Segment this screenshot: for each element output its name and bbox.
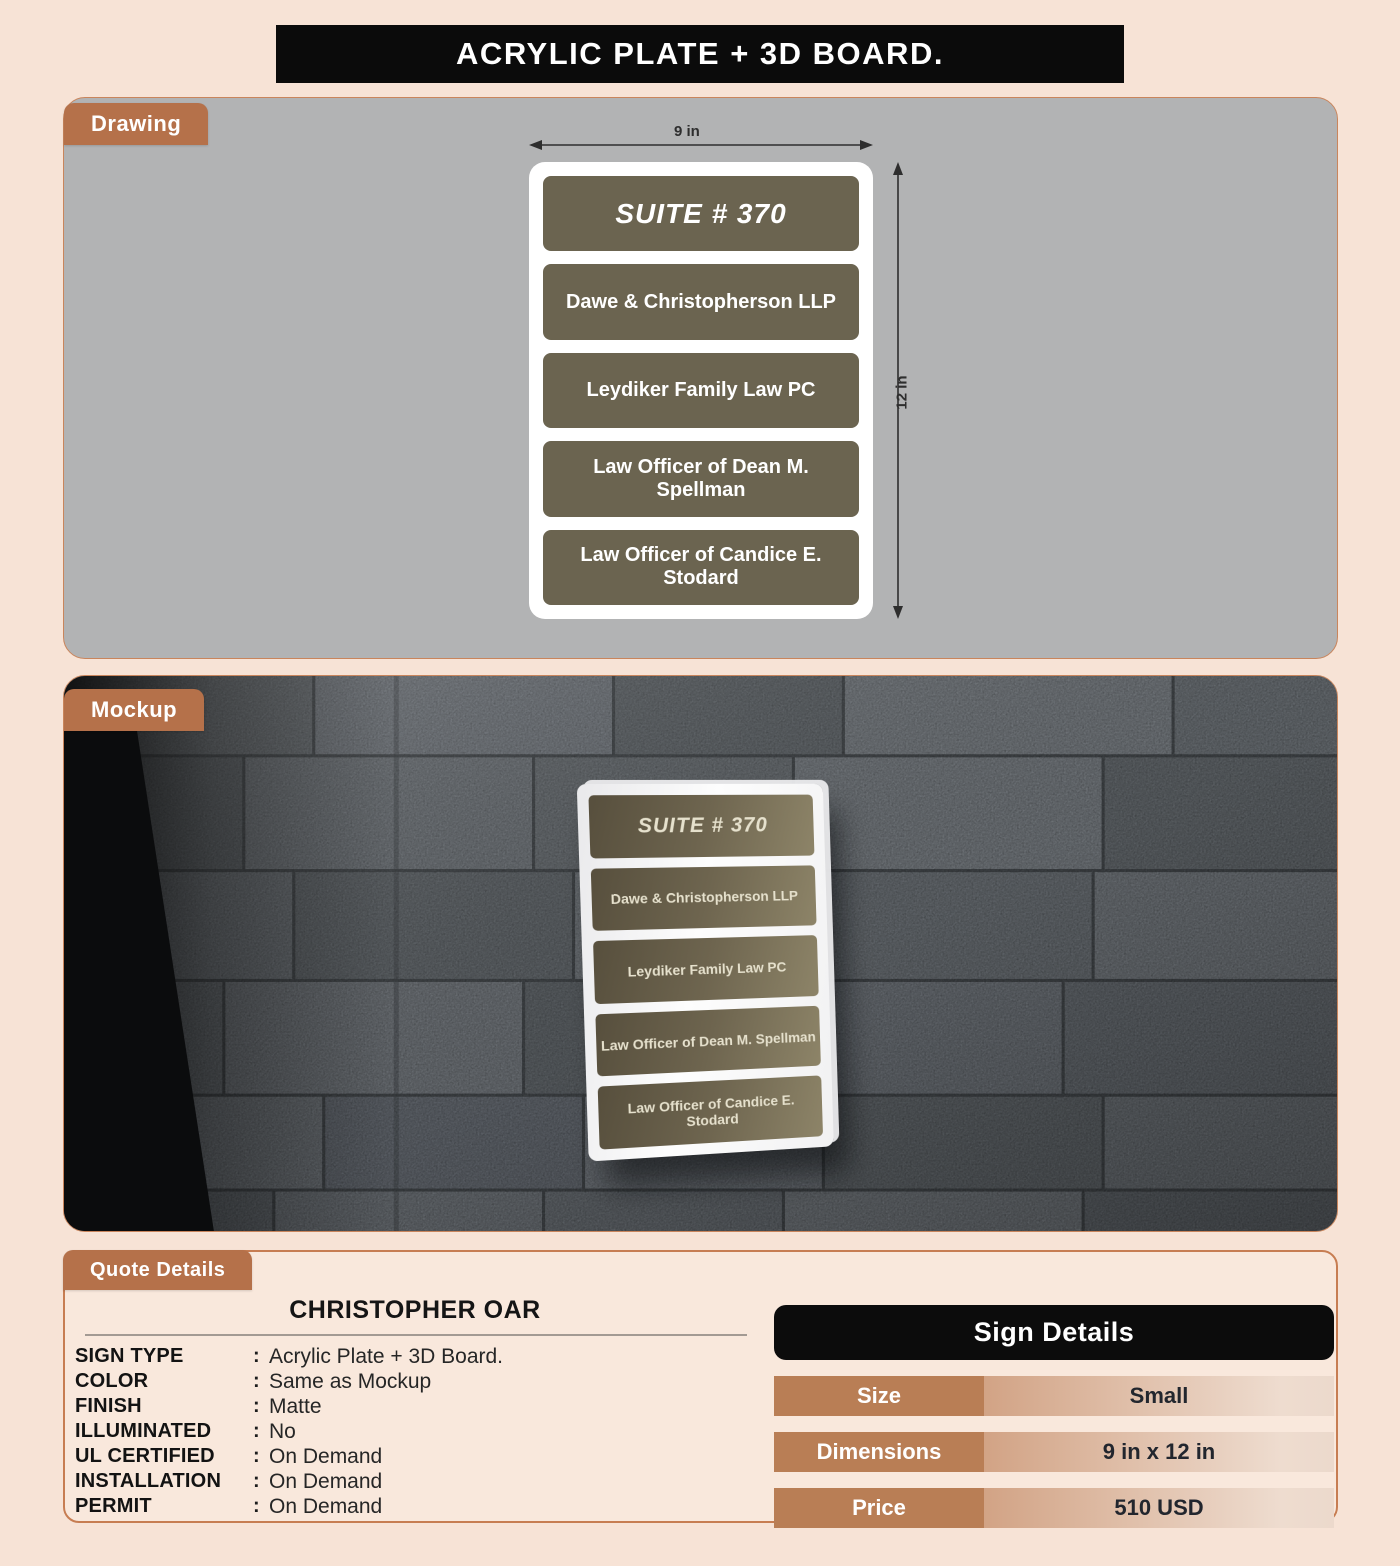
field-value: Matte: [269, 1394, 322, 1418]
quote-summary: [65, 1290, 765, 1519]
sign-plate-tenant-2: Leydiker Family Law PC: [543, 353, 859, 428]
field-colon: :: [253, 1370, 260, 1392]
field-value: No: [269, 1419, 296, 1443]
field-value: On Demand: [269, 1444, 383, 1468]
quote-row-sign-type: [75, 1344, 765, 1369]
field-label: FINISH: [75, 1395, 142, 1417]
title-divider: [85, 1334, 747, 1336]
drawing-panel: [63, 97, 1338, 659]
height-dimension-label: 12 in: [893, 375, 911, 410]
sign-plate-tenant-1: Dawe & Christopherson LLP: [543, 264, 859, 339]
quote-row-illuminated: [75, 1419, 765, 1444]
quote-row-ul-certified: [75, 1444, 765, 1469]
mockup-panel: [63, 675, 1338, 1232]
page-title: ACRYLIC PLATE + 3D BOARD.: [456, 36, 944, 71]
row-value: 510 USD: [984, 1488, 1334, 1528]
sign-details-row-dimensions: [774, 1432, 1334, 1472]
quote-details-panel: [63, 1250, 1338, 1523]
field-colon: :: [253, 1345, 260, 1367]
quote-row-permit: [75, 1494, 765, 1519]
mock-plate-tenant-4: Law Officer of Candice E. Stodard: [598, 1076, 823, 1150]
mock-plate-tenant-1: Dawe & Christopherson LLP: [591, 865, 817, 931]
width-dimension-label: 9 in: [674, 123, 700, 140]
drawing-section-tab: [64, 103, 208, 145]
field-value: On Demand: [269, 1469, 383, 1493]
field-colon: :: [253, 1395, 260, 1417]
quote-row-finish: [75, 1394, 765, 1419]
quote-row-color: [75, 1369, 765, 1394]
mockup-section-tab: [64, 689, 204, 731]
sign-plate-tenant-4: Law Officer of Candice E. Stodard: [543, 530, 859, 605]
field-label: PERMIT: [75, 1495, 152, 1517]
quote-field-list: [65, 1344, 765, 1519]
field-label: SIGN TYPE: [75, 1345, 184, 1367]
field-label: UL CERTIFIED: [75, 1445, 215, 1467]
field-value: Acrylic Plate + 3D Board.: [269, 1344, 504, 1368]
field-colon: :: [253, 1420, 260, 1442]
quote-tab-label: Quote Details: [90, 1258, 226, 1281]
mock-plate-tenant-2: Leydiker Family Law PC: [593, 935, 819, 1004]
sign-mockup: [577, 784, 834, 1162]
row-value: 9 in x 12 in: [984, 1432, 1334, 1472]
row-label: Price: [774, 1488, 984, 1528]
field-colon: :: [253, 1470, 260, 1492]
drawing-tab-label: Drawing: [91, 111, 182, 136]
sign-drawing-frame: [529, 162, 873, 619]
field-label: COLOR: [75, 1370, 149, 1392]
row-label: Size: [774, 1376, 984, 1416]
customer-name: CHRISTOPHER OAR: [289, 1296, 541, 1324]
row-value: Small: [984, 1376, 1334, 1416]
mockup-tab-label: Mockup: [91, 697, 178, 722]
sign-details-row-size: [774, 1376, 1334, 1416]
field-colon: :: [253, 1495, 260, 1517]
width-dimension-arrow: [529, 136, 873, 154]
quote-section-tab: [63, 1250, 252, 1290]
sign-details-title: Sign Details: [973, 1317, 1135, 1347]
sign-details-row-price: [774, 1488, 1334, 1528]
mock-plate-tenant-3: Law Officer of Dean M. Spellman: [595, 1006, 821, 1077]
quote-row-installation: [75, 1469, 765, 1494]
mock-plate-suite: SUITE # 370: [588, 795, 814, 858]
row-label: Dimensions: [774, 1432, 984, 1472]
field-label: INSTALLATION: [75, 1470, 222, 1492]
field-value: Same as Mockup: [269, 1369, 432, 1393]
field-colon: :: [253, 1445, 260, 1467]
sign-details-table: [774, 1305, 1334, 1528]
sign-details-header: [774, 1305, 1334, 1360]
field-value: On Demand: [269, 1494, 383, 1518]
sign-plate-suite: SUITE # 370: [543, 176, 859, 251]
page-title-banner: [276, 25, 1124, 83]
field-label: ILLUMINATED: [75, 1420, 212, 1442]
sign-plate-tenant-3: Law Officer of Dean M. Spellman: [543, 441, 859, 516]
